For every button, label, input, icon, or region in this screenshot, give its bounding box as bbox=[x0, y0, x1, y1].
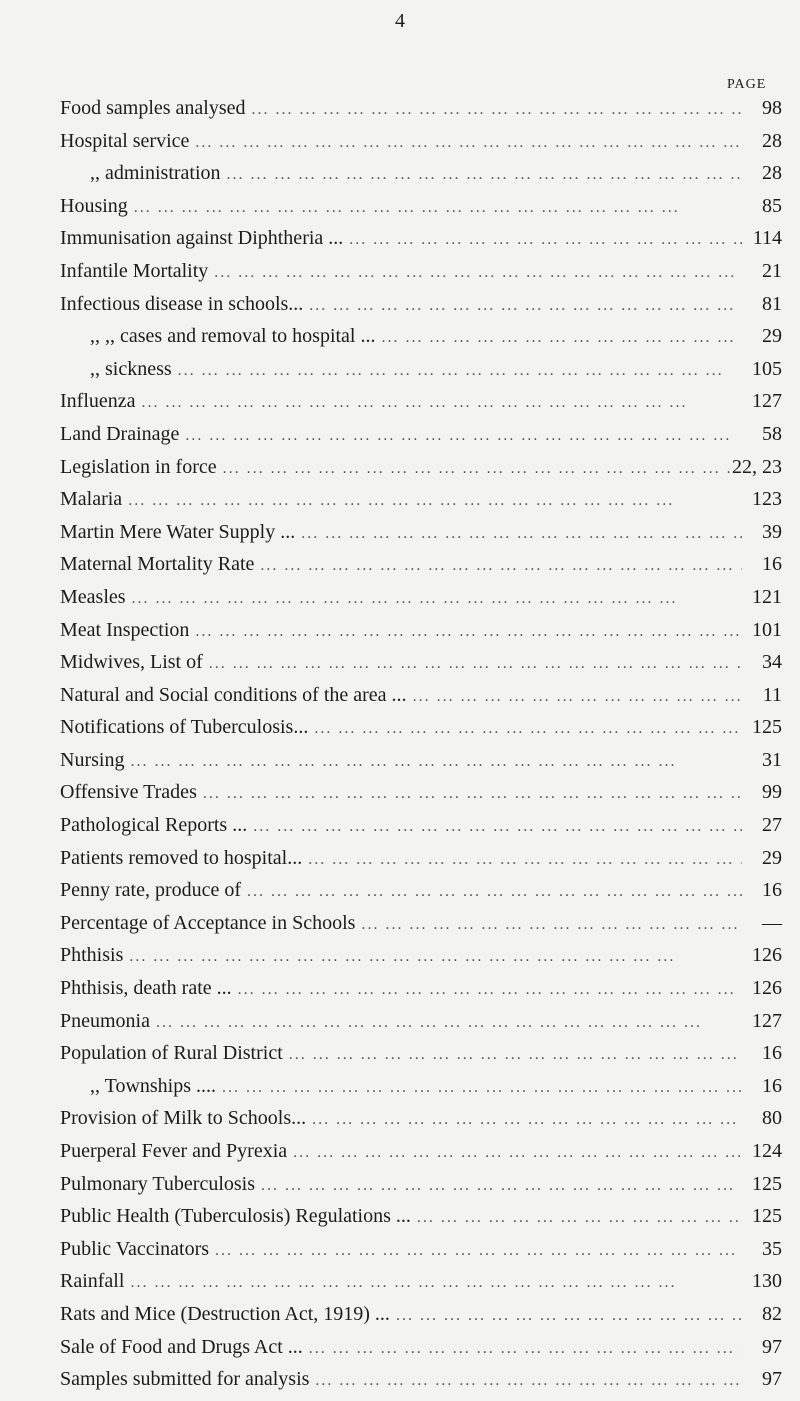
index-entry bbox=[60, 1010, 782, 1043]
entry-page: 80 bbox=[762, 1107, 782, 1130]
entry-page: 125 bbox=[752, 716, 782, 739]
index-entry bbox=[60, 488, 782, 521]
dot-leader bbox=[208, 264, 742, 282]
dot-leader bbox=[221, 166, 742, 184]
dot-leader bbox=[355, 916, 742, 934]
entry-page: 114 bbox=[752, 227, 782, 250]
page-column-header: PAGE bbox=[727, 77, 767, 92]
dot-leader bbox=[303, 1340, 742, 1358]
entry-page: 21 bbox=[762, 259, 782, 282]
entry-page: 126 bbox=[752, 944, 782, 967]
entry-label: Maternal Mortality Rate bbox=[60, 553, 255, 576]
index-entry bbox=[60, 390, 782, 423]
index-entry bbox=[60, 586, 782, 619]
entry-label: ,, sickness bbox=[90, 357, 172, 380]
entry-label: Influenza bbox=[60, 390, 136, 413]
index-entry bbox=[60, 879, 782, 912]
dot-leader bbox=[150, 1014, 742, 1032]
entry-label: Offensive Trades bbox=[60, 781, 197, 804]
dot-leader bbox=[306, 1111, 742, 1129]
entry-page: 81 bbox=[762, 292, 782, 315]
dot-leader bbox=[343, 231, 742, 249]
entry-label: Samples submitted for analysis bbox=[60, 1368, 310, 1391]
entry-page: 11 bbox=[762, 683, 782, 706]
entry-label: Midwives, List of bbox=[60, 651, 203, 674]
dot-leader bbox=[179, 427, 742, 445]
index-list bbox=[60, 97, 782, 1401]
entry-page: 97 bbox=[762, 1335, 782, 1358]
index-entry bbox=[60, 814, 782, 847]
entry-page: 105 bbox=[752, 357, 782, 380]
dot-leader bbox=[302, 851, 742, 869]
dot-leader bbox=[241, 883, 742, 901]
entry-label: Hospital service bbox=[60, 129, 190, 152]
entry-label: Infantile Mortality bbox=[60, 259, 209, 282]
entry-label: Percentage of Acceptance in Schools bbox=[60, 911, 356, 934]
index-entry bbox=[60, 293, 782, 326]
index-entry bbox=[60, 456, 782, 489]
index-entry bbox=[60, 944, 782, 977]
entry-label: Sale of Food and Drugs Act ... bbox=[60, 1335, 303, 1358]
dot-leader bbox=[189, 134, 742, 152]
entry-page: 124 bbox=[752, 1140, 782, 1162]
entry-label: Public Health (Tuberculosis) Regulations ... bbox=[60, 1205, 411, 1228]
index-entry bbox=[60, 1303, 782, 1336]
entry-label: Infectious disease in schools... bbox=[60, 292, 304, 315]
entry-label: Population of Rural District bbox=[60, 1042, 283, 1065]
entry-label: Provision of Milk to Schools... bbox=[60, 1107, 307, 1130]
dot-leader bbox=[128, 199, 742, 217]
dot-leader bbox=[246, 101, 742, 119]
entry-page: 29 bbox=[762, 325, 782, 348]
dot-leader bbox=[126, 590, 742, 608]
entry-page: 31 bbox=[762, 748, 782, 771]
entry-label: Rainfall bbox=[60, 1270, 125, 1293]
entry-label: Land Drainage bbox=[60, 422, 180, 445]
dot-leader bbox=[232, 981, 742, 999]
index-entry bbox=[60, 130, 782, 163]
entry-page: 16 bbox=[762, 879, 782, 902]
entry-label: Nursing bbox=[60, 748, 125, 771]
entry-label: Phthisis, death rate ... bbox=[60, 977, 232, 1000]
index-entry bbox=[60, 977, 782, 1010]
entry-page: 126 bbox=[752, 977, 782, 1000]
entry-page: 29 bbox=[762, 846, 782, 869]
index-entry bbox=[60, 553, 782, 586]
index-entry bbox=[60, 716, 782, 749]
entry-label: Puerperal Fever and Pyrexia bbox=[60, 1140, 288, 1162]
entry-page: 130 bbox=[752, 1270, 782, 1293]
dot-leader bbox=[287, 1144, 742, 1162]
dot-leader bbox=[203, 655, 742, 673]
index-entry bbox=[60, 1270, 782, 1303]
index-entry bbox=[60, 912, 782, 945]
entry-page: — bbox=[762, 911, 782, 934]
dot-leader bbox=[136, 394, 742, 412]
index-entry bbox=[60, 1075, 782, 1108]
entry-page: 123 bbox=[752, 488, 782, 511]
entry-page: 22, 23 bbox=[732, 455, 782, 478]
dot-leader bbox=[217, 460, 732, 478]
entry-label: Pathological Reports ... bbox=[60, 814, 248, 837]
entry-label: Legislation in force bbox=[60, 455, 217, 478]
dot-leader bbox=[411, 1209, 742, 1227]
index-entry bbox=[60, 227, 782, 260]
index-entry bbox=[60, 325, 782, 358]
index-entry bbox=[60, 162, 782, 195]
entry-label: Notifications of Tuberculosis... bbox=[60, 716, 309, 739]
index-entry bbox=[60, 749, 782, 782]
index-entry bbox=[60, 423, 782, 456]
entry-label: Rats and Mice (Destruction Act, 1919) ... bbox=[60, 1302, 390, 1325]
entry-page: 39 bbox=[762, 520, 782, 543]
dot-leader bbox=[254, 557, 742, 575]
index-entry bbox=[60, 521, 782, 554]
index-entry bbox=[60, 1140, 782, 1173]
entry-page: 28 bbox=[762, 129, 782, 152]
index-entry bbox=[60, 97, 782, 130]
dot-leader bbox=[303, 297, 742, 315]
dot-leader bbox=[122, 492, 742, 510]
dot-leader bbox=[172, 362, 742, 380]
entry-page: 97 bbox=[762, 1368, 782, 1391]
index-entry bbox=[60, 1042, 782, 1075]
dot-leader bbox=[407, 688, 742, 706]
entry-label: Food samples analysed bbox=[60, 97, 246, 119]
dot-leader bbox=[309, 1372, 742, 1390]
entry-label: Natural and Social conditions of the area ... bbox=[60, 683, 407, 706]
entry-label: Martin Mere Water Supply ... bbox=[60, 520, 296, 543]
entry-label: Malaria bbox=[60, 488, 123, 511]
entry-page: 125 bbox=[752, 1172, 782, 1195]
dot-leader bbox=[209, 1242, 742, 1260]
entry-page: 127 bbox=[752, 1009, 782, 1032]
index-entry bbox=[60, 1205, 782, 1238]
dot-leader bbox=[123, 948, 742, 966]
index-entry bbox=[60, 1336, 782, 1369]
entry-page: 101 bbox=[752, 618, 782, 641]
entry-page: 121 bbox=[752, 585, 782, 608]
index-entry bbox=[60, 1238, 782, 1271]
entry-page: 85 bbox=[762, 194, 782, 217]
entry-label: Phthisis bbox=[60, 944, 124, 967]
entry-label: Public Vaccinators bbox=[60, 1237, 210, 1260]
entry-label: Measles bbox=[60, 585, 126, 608]
entry-label: Pneumonia bbox=[60, 1009, 150, 1032]
entry-page: 16 bbox=[762, 1074, 782, 1097]
dot-leader bbox=[295, 525, 742, 543]
index-entry bbox=[60, 1173, 782, 1206]
entry-page: 28 bbox=[762, 162, 782, 185]
dot-leader bbox=[189, 623, 742, 641]
entry-label: ,, Townships .... bbox=[90, 1074, 217, 1097]
index-entry bbox=[60, 684, 782, 717]
dot-leader bbox=[390, 1307, 742, 1325]
entry-page: 125 bbox=[752, 1205, 782, 1228]
entry-page: 127 bbox=[752, 390, 782, 413]
entry-label: Housing bbox=[60, 194, 128, 217]
entry-label: ,, ,, cases and removal to hospital ... bbox=[90, 325, 376, 348]
dot-leader bbox=[124, 753, 742, 771]
index-entry bbox=[60, 358, 782, 391]
index-entry bbox=[60, 195, 782, 228]
entry-label: Patients removed to hospital... bbox=[60, 846, 303, 869]
dot-leader bbox=[308, 720, 742, 738]
entry-page: 16 bbox=[762, 553, 782, 576]
index-entry bbox=[60, 260, 782, 293]
entry-page: 58 bbox=[762, 422, 782, 445]
entry-label: Immunisation against Diphtheria ... bbox=[60, 227, 344, 250]
entry-label: Pulmonary Tuberculosis bbox=[60, 1172, 256, 1195]
entry-page: 99 bbox=[762, 781, 782, 804]
entry-page: 82 bbox=[762, 1302, 782, 1325]
entry-page: 98 bbox=[762, 97, 782, 119]
entry-label: Penny rate, produce of bbox=[60, 879, 242, 902]
dot-leader bbox=[255, 1177, 742, 1195]
entry-page: 16 bbox=[762, 1042, 782, 1065]
entry-page: 27 bbox=[762, 814, 782, 837]
entry-label: Meat Inspection bbox=[60, 618, 190, 641]
dot-leader bbox=[283, 1046, 742, 1064]
index-entry bbox=[60, 619, 782, 652]
entry-label: ,, administration bbox=[90, 162, 221, 185]
index-entry bbox=[60, 847, 782, 880]
index-entry bbox=[60, 1368, 782, 1401]
dot-leader bbox=[124, 1274, 742, 1292]
page-number: 4 bbox=[395, 10, 405, 32]
dot-leader bbox=[376, 329, 743, 347]
dot-leader bbox=[216, 1079, 742, 1097]
entry-page: 35 bbox=[762, 1237, 782, 1260]
index-entry bbox=[60, 651, 782, 684]
dot-leader bbox=[247, 818, 742, 836]
dot-leader bbox=[197, 785, 742, 803]
index-entry bbox=[60, 781, 782, 814]
index-entry bbox=[60, 1107, 782, 1140]
entry-page: 34 bbox=[762, 651, 782, 674]
